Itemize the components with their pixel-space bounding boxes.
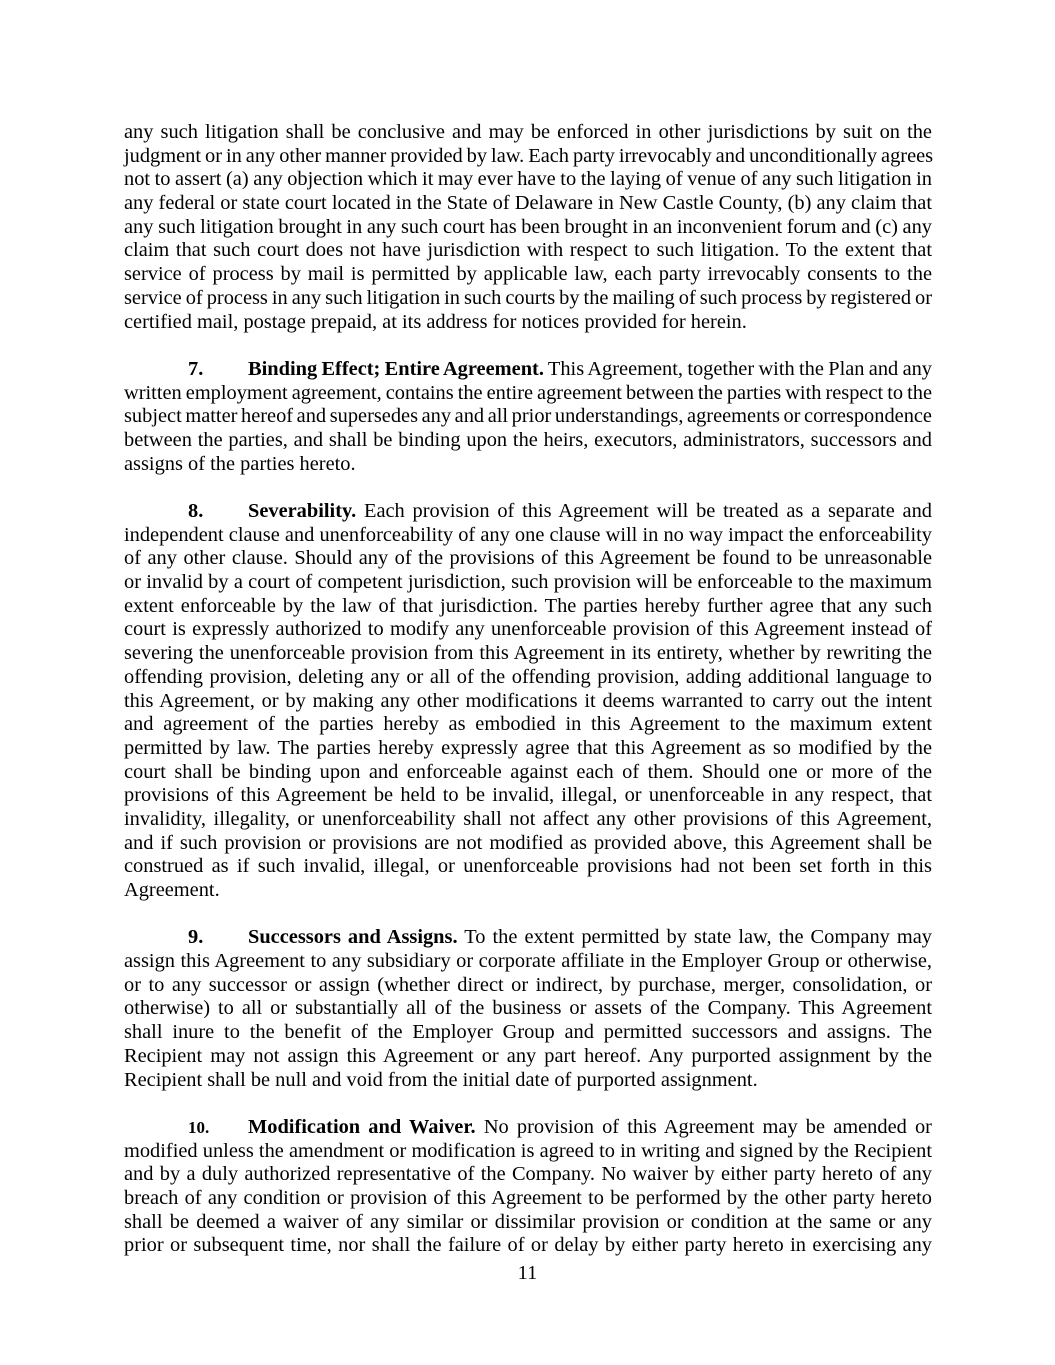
text-line: claim that such court does not have jurisdiction with respect to such litigation. To the extent that xyxy=(124,239,932,262)
section-8 xyxy=(124,500,932,903)
section-7 xyxy=(124,358,932,476)
text-line: any such litigation brought in any such court has been brought in an inconvenient forum and (c) any xyxy=(124,215,932,238)
section-title: Severability. xyxy=(248,500,357,522)
text-line: any such litigation shall be conclusive and may be enforced in other jurisdictions by suit on the xyxy=(124,121,932,143)
text-line xyxy=(124,358,932,382)
section-number: 10. xyxy=(188,1117,210,1137)
section-title: Successors and Assigns. xyxy=(248,926,458,949)
section-number: 9. xyxy=(188,926,204,949)
section-title: Modification and Waiver. xyxy=(248,1115,476,1138)
text-line: or invalid by a court of competent jurisdiction, such provision will be enforceable to the maximum xyxy=(124,571,932,594)
section-number: 8. xyxy=(188,500,204,522)
text-line: certified mail, postage prepaid, at its address for notices provided for herein. xyxy=(124,310,747,333)
section-title: Binding Effect; Entire Agreement. xyxy=(248,357,544,380)
text-line: Recipient shall be null and void from the initial date of purported assignment. xyxy=(124,1068,758,1091)
text-line xyxy=(124,926,932,950)
text-line: service of process in any such litigation in such courts by the mailing of such process by registered or xyxy=(124,286,932,309)
text-line: otherwise) to all or substantially all of the business or assets of the Company. This Agreement xyxy=(124,997,932,1020)
text-line: any federal or state court located in the State of Delaware in New Castle County, (b) any claim that xyxy=(124,192,932,215)
page-number: 11 xyxy=(517,1262,538,1284)
text-line: and if such provision or provisions are not modified as provided above, this Agreement shall be xyxy=(124,831,932,854)
text-line: breach of any condition or provision of this Agreement to be performed by the other party hereto xyxy=(124,1186,932,1209)
text-line: independent clause and unenforceability of any one clause will in no way impact the enforceability xyxy=(124,523,932,546)
text-line: subject matter hereof and supersedes any and all prior understandings, agreements or correspondence xyxy=(124,405,932,428)
text-line: between the parties, and shall be binding upon the heirs, executors, administrators, successors and xyxy=(124,428,932,451)
text-line xyxy=(124,500,932,524)
text-line: judgment or in any other manner provided by law. Each party irrevocably and unconditionally agrees xyxy=(124,144,934,167)
line-text: No provision of this Agreement may be amended or xyxy=(483,1115,932,1138)
text-line: court shall be binding upon and enforceable against each of them. Should one or more of the xyxy=(124,760,932,783)
text-line: and by a duly authorized representative of the Company. No waiver by either party hereto of any xyxy=(124,1163,932,1186)
text-line: Agreement. xyxy=(124,879,220,901)
line-text: Each provision of this Agreement will be treated as a separate and xyxy=(363,500,932,522)
text-line: shall inure to the benefit of the Employer Group and permitted successors and assigns. The xyxy=(124,1021,932,1044)
text-line: this Agreement, or by making any other modifications it deems warranted to carry out the intent xyxy=(124,689,932,712)
paragraph-continued xyxy=(124,121,932,334)
text-line: permitted by law. The parties hereby expressly agree that this Agreement as so modified by the xyxy=(124,736,932,759)
text-line: prior or subsequent time, nor shall the failure of or delay by either party hereto in exercising any xyxy=(124,1234,932,1257)
section-10 xyxy=(124,1116,932,1258)
text-line: assigns of the parties hereto. xyxy=(124,452,356,475)
text-line: assign this Agreement to any subsidiary or corporate affiliate in the Employer Group or otherwise, xyxy=(124,950,932,973)
text-line: of any other clause. Should any of the provisions of this Agreement be found to be unreasonable xyxy=(124,547,932,570)
text-line: shall be deemed a waiver of any similar or dissimilar provision or condition at the same or any xyxy=(124,1210,932,1233)
text-line: Recipient may not assign this Agreement or any part hereof. Any purported assignment by the xyxy=(124,1044,932,1067)
text-line: offending provision, deleting any or all of the offending provision, adding additional language to xyxy=(124,665,932,688)
text-line: written employment agreement, contains the entire agreement between the parties with respect to the xyxy=(124,381,932,404)
text-line: construed as if such invalid, illegal, or unenforceable provisions had not been set forth in this xyxy=(124,855,932,878)
line-text: To the extent permitted by state law, the Company may xyxy=(464,926,932,949)
document-body xyxy=(124,121,932,1282)
line-text: This Agreement, together with the Plan and any xyxy=(547,357,933,380)
text-line: extent enforceable by the law of that jurisdiction. The parties hereby further agree that any such xyxy=(124,594,932,617)
text-line: or to any successor or assign (whether direct or indirect, by purchase, merger, consolidation, or xyxy=(124,973,932,996)
text-line: court is expressly authorized to modify any unenforceable provision of this Agreement instead of xyxy=(124,618,932,641)
text-line xyxy=(124,1116,932,1140)
section-9 xyxy=(124,926,932,1092)
text-line: modified unless the amendment or modification is agreed to in writing and signed by the Recipient xyxy=(124,1139,932,1162)
text-line: service of process by mail is permitted by applicable law, each party irrevocably consents to the xyxy=(124,263,932,286)
text-line: not to assert (a) any objection which it may ever have to the laying of venue of any such litigation in xyxy=(124,168,932,191)
text-line: provisions of this Agreement be held to be invalid, illegal, or unenforceable in any respect, that xyxy=(124,784,932,807)
text-line: severing the unenforceable provision from this Agreement in its entirety, whether by rewriting the xyxy=(124,642,932,665)
text-line: and agreement of the parties hereby as embodied in this Agreement to the maximum extent xyxy=(124,713,932,736)
section-number: 7. xyxy=(188,357,204,380)
text-line: invalidity, illegality, or unenforceability shall not affect any other provisions of this Agreement, xyxy=(124,807,932,830)
